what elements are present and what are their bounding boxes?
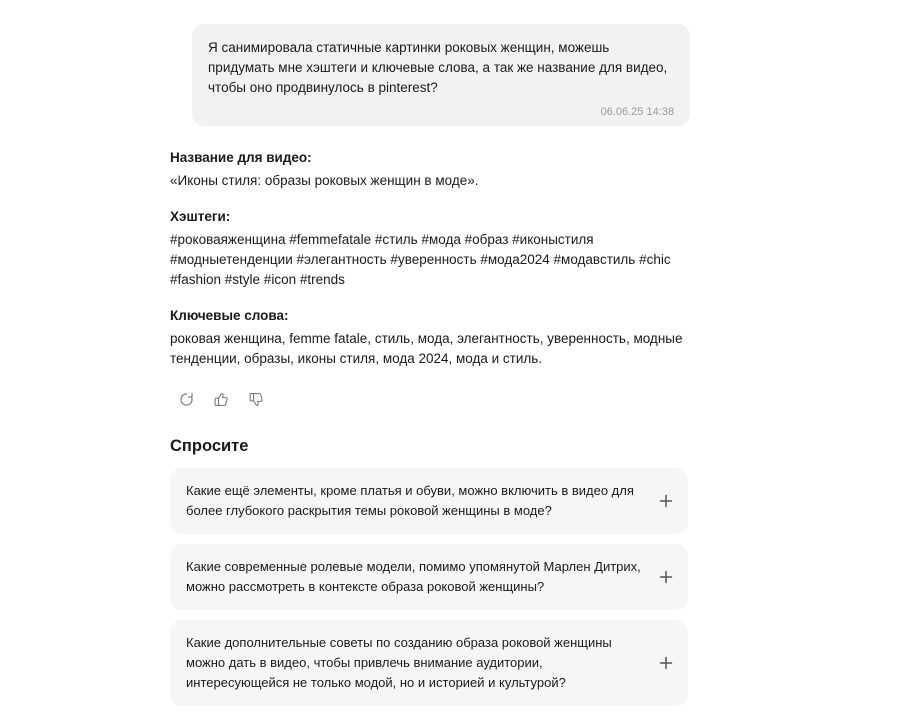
- list-item[interactable]: [170, 620, 688, 706]
- plus-icon[interactable]: [658, 655, 674, 671]
- suggestions-heading: Спросите: [170, 437, 249, 455]
- section-heading: Ключевые слова:: [170, 308, 289, 323]
- section-heading: Хэштеги:: [170, 209, 231, 224]
- section-heading: Название для видео:: [170, 150, 312, 165]
- thumbs-up-icon[interactable]: [213, 391, 230, 408]
- plus-icon[interactable]: [658, 493, 674, 509]
- user-message-bubble: [192, 24, 690, 126]
- feedback-bar: [178, 389, 690, 409]
- suggestion-text: Какие дополнительные советы по созданию образа роковой женщины можно дать в видео, чтобы привлечь внимание аудитории, интересующейся не только модой, но и историей и культурой?: [186, 635, 612, 690]
- suggestion-text: Какие современные ролевые модели, помимо упомянутой Марлен Дитрих, можно рассмотреть в контексте образа роковой женщины?: [186, 559, 641, 594]
- suggestion-text: Какие ещё элементы, кроме платья и обуви, можно включить в видео для более глубокого раскрытия темы роковой женщины в моде?: [186, 483, 634, 518]
- section-body: #роковаяженщина #femmefatale #стиль #мода #образ #иконыстиля #модныетенденции #элегантность #уверенность #мода2024 #модавстиль #chic #fashion #style #icon #trends: [170, 232, 671, 287]
- regenerate-icon[interactable]: [178, 391, 195, 408]
- assistant-answer: [170, 148, 690, 409]
- user-message-text: Я санимировала статичные картинки роковых женщин, можешь придумать мне хэштеги и ключевые слова, а так же название для видео, чтобы оно продвинулось в pinterest?: [208, 40, 668, 95]
- thumbs-down-icon[interactable]: [248, 391, 265, 408]
- chat-content: [170, 0, 690, 716]
- suggestions-list: [170, 468, 690, 706]
- list-item[interactable]: [170, 544, 688, 610]
- section-body: «Иконы стиля: образы роковых женщин в моде».: [170, 173, 479, 188]
- answer-section-title-block: [170, 148, 690, 191]
- plus-icon[interactable]: [658, 569, 674, 585]
- user-message-timestamp: 06.06.25 14:38: [600, 106, 674, 118]
- list-item[interactable]: [170, 468, 688, 534]
- answer-section-keywords-block: [170, 306, 690, 369]
- answer-section-hashtags-block: [170, 207, 690, 290]
- section-body: роковая женщина, femme fatale, стиль, мода, элегантность, уверенность, модные тенденции, образы, иконы стиля, мода 2024, мода и стиль.: [170, 331, 683, 366]
